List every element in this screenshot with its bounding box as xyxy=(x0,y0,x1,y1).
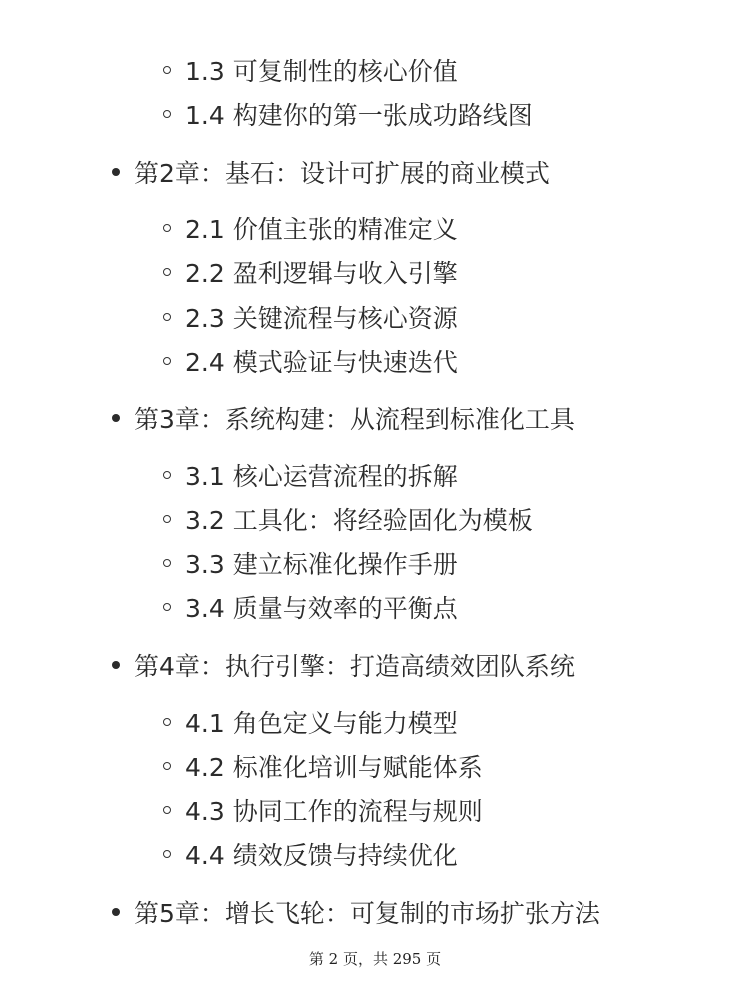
toc-section-text: 2.4 模式验证与快速迭代 xyxy=(185,348,458,377)
circle-bullet-icon xyxy=(163,559,171,567)
toc-section-item xyxy=(163,50,458,90)
toc-section-text: 3.4 质量与效率的平衡点 xyxy=(185,594,458,623)
circle-bullet-icon xyxy=(163,357,171,365)
dot-bullet-icon xyxy=(112,168,120,176)
toc-section-text: 1.4 构建你的第一张成功路线图 xyxy=(185,101,533,130)
circle-bullet-icon xyxy=(163,603,171,611)
circle-bullet-icon xyxy=(163,850,171,858)
toc-chapter-text: 第4章：执行引擎：打造高绩效团队系统 xyxy=(134,652,575,681)
circle-bullet-icon xyxy=(163,110,171,118)
toc-chapter-item xyxy=(112,152,550,192)
toc-section-text: 3.2 工具化：将经验固化为模板 xyxy=(185,506,533,535)
page-footer: 第 2 页，共 295 页 xyxy=(308,950,442,968)
toc-section-item xyxy=(163,208,458,248)
toc-section-text: 2.3 关键流程与核心资源 xyxy=(185,304,458,333)
toc-chapter-item xyxy=(112,398,575,438)
toc-section-item xyxy=(163,790,483,830)
toc-section-text: 2.1 价值主张的精准定义 xyxy=(185,215,458,244)
toc-chapter-text: 第3章：系统构建：从流程到标准化工具 xyxy=(134,405,575,434)
toc-section-text: 3.1 核心运营流程的拆解 xyxy=(185,462,458,491)
circle-bullet-icon xyxy=(163,471,171,479)
circle-bullet-icon xyxy=(163,313,171,321)
toc-section-text: 3.3 建立标准化操作手册 xyxy=(185,550,458,579)
circle-bullet-icon xyxy=(163,806,171,814)
toc-section-text: 4.4 绩效反馈与持续优化 xyxy=(185,841,458,870)
toc-section-item xyxy=(163,297,458,337)
toc-section-text: 4.2 标准化培训与赋能体系 xyxy=(185,753,483,782)
circle-bullet-icon xyxy=(163,515,171,523)
toc-section-text: 1.3 可复制性的核心价值 xyxy=(185,57,458,86)
circle-bullet-icon xyxy=(163,718,171,726)
circle-bullet-icon xyxy=(163,762,171,770)
toc-section-item xyxy=(163,746,483,786)
dot-bullet-icon xyxy=(112,414,120,422)
circle-bullet-icon xyxy=(163,66,171,74)
dot-bullet-icon xyxy=(112,661,120,669)
dot-bullet-icon xyxy=(112,908,120,916)
circle-bullet-icon xyxy=(163,224,171,232)
toc-section-item xyxy=(163,252,458,292)
toc-section-item xyxy=(163,702,458,742)
toc-chapter-text: 第5章：增长飞轮：可复制的市场扩张方法 xyxy=(134,899,600,928)
toc-chapter-item xyxy=(112,892,600,932)
toc-section-item xyxy=(163,94,533,134)
toc-section-text: 2.2 盈利逻辑与收入引擎 xyxy=(185,259,458,288)
circle-bullet-icon xyxy=(163,268,171,276)
toc-section-item xyxy=(163,543,458,583)
toc-section-text: 4.1 角色定义与能力模型 xyxy=(185,709,458,738)
toc-chapter-text: 第2章：基石：设计可扩展的商业模式 xyxy=(134,159,550,188)
toc-section-item xyxy=(163,455,458,495)
toc-section-text: 4.3 协同工作的流程与规则 xyxy=(185,797,483,826)
toc-section-item xyxy=(163,587,458,627)
toc-section-item xyxy=(163,834,458,874)
toc-section-item xyxy=(163,341,458,381)
toc-chapter-item xyxy=(112,645,575,685)
toc-section-item xyxy=(163,499,533,539)
